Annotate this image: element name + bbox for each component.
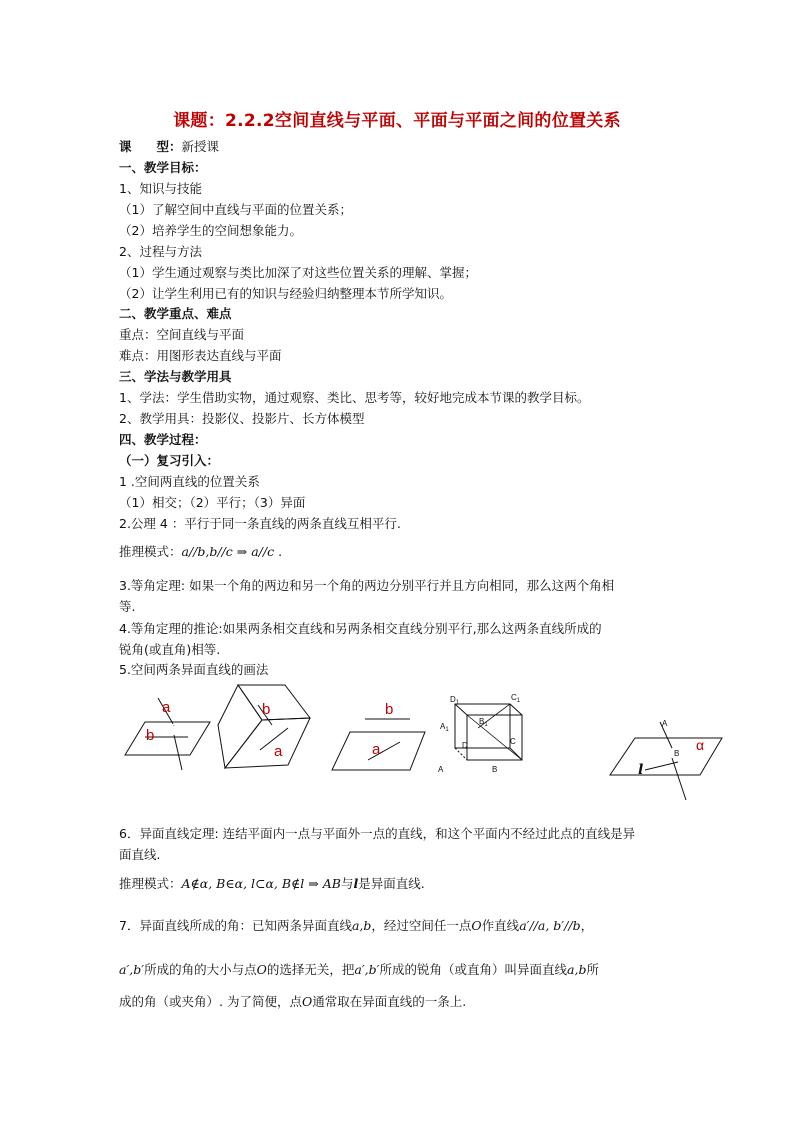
fig5-line-l [645,762,678,770]
point-1: 1 .空间两直线的位置关系 [119,474,260,489]
point-4-line-a: 4.等角定理的推论:如果两条相交直线和另两条相交直线分别平行,那么这两条直线所成的 [119,621,602,636]
fig1-line-a-hidden [172,722,174,726]
objective-1a: （1）了解空间中直线与平面的位置关系； [119,202,352,217]
method-2: 2、教学用具：投影仪、投影片、长方体模型 [119,411,365,426]
inference6-l: l [353,876,359,891]
difficult-point: 难点：用图形表达直线与平面 [119,348,282,363]
section-heading-key-points: 二、教学重点、难点 [119,306,232,321]
p7b-text-2: 的选择无关，把 [266,962,355,977]
fig5-label-b: B [674,749,680,758]
objective-1: 1、知识与技能 [119,181,202,196]
lesson-type-value: 新授课 [181,139,220,154]
fig2-plane-lower [225,718,310,768]
point-2-inference [119,544,282,560]
p7a-math-3: a′//a, b′//b [519,918,581,933]
p7b-text-4: 所 [586,962,599,977]
fig2-label-b: b [262,701,271,718]
lesson-type-label: 课 型： [119,139,182,154]
fig1-label-b: b [146,727,155,744]
fig5-label-alpha: α [696,737,705,753]
inference-end: . [274,544,283,559]
point-7-line-a [119,918,593,934]
subsection-review: （一）复习引入： [119,453,220,468]
inference6-mid: 与 [340,876,354,891]
cube-label-d1: $D_1$ [450,695,460,706]
skew-lines-figures [110,680,750,805]
p7a-text-2: ，经过空间任一点 [371,918,472,933]
section-heading-methods: 三、学法与教学用具 [119,369,232,384]
p7a-text-3: 作直线 [481,918,520,933]
fig1-label-a: a [162,699,171,716]
p7c-text-2: 通常取在异面直线的一条上. [312,994,467,1009]
inference-label: 推理模式： [119,544,182,559]
fig2-plane-left [218,685,262,768]
point-6-line-b: 面直线. [119,847,161,862]
inference6-label: 推理模式： [119,876,182,891]
objective-1b: （2）培养学生的空间想象能力。 [119,223,302,238]
cube-label-d: D [462,741,468,750]
fig5-plane-alpha [610,738,722,775]
inference6-formula: A∉α, B∈α, l⊂α, B∉l ⇒ AB [181,876,341,891]
fig5-label-a: A [662,719,668,728]
fig2-label-a: a [274,743,283,760]
point-2-axiom-4: 2.公理 4 ：平行于同一条直线的两条直线互相平行. [119,516,401,531]
fig5-line-lower [672,758,686,800]
method-1: 1、学法：学生借助实物，通过观察、类比、思考等，较好地完成本节课的教学目标。 [119,390,590,405]
p7b-math-4: a,b [567,962,587,977]
p7b-math-3: a′,b′ [354,962,380,977]
fig2-plane-upper [238,685,310,720]
cube-label-c: C [510,737,516,746]
p7a-math-1: a,b [351,918,372,933]
section-heading-process: 四、教学过程： [119,432,207,447]
inference6-end: 是异面直线. [358,876,425,891]
figures-svg [110,680,750,805]
p7a-math-2: O [471,918,482,933]
p7a-text-4: ， [580,918,594,933]
point-7-line-b [119,962,599,978]
point-7-line-c [119,994,466,1010]
p7a-text-1: 7．异面直线所成的角：已知两条异面直线 [119,918,352,933]
objective-2b: （2）让学生利用已有的知识与经验归纳整理本节所学知识。 [119,286,452,301]
point-5: 5.空间两条异面直线的画法 [119,662,269,677]
point-4-line-b: 锐角(或直角)相等. [119,642,221,657]
fig1-plane [125,722,210,755]
objective-2a: （1）学生通过观察与类比加深了对这些位置关系的理解、掌握； [119,265,477,280]
p7b-math-1: a′,b′ [119,962,145,977]
inference-formula: a//b,b//c ⇒ a//c [181,544,275,559]
fig5-label-l: l [638,762,644,778]
section-heading-objectives: 一、教学目标： [119,160,207,175]
cube-label-b1: $B_1$ [479,717,488,728]
lesson-type [119,139,219,155]
fig1-line-a-lower [174,735,182,770]
objective-2: 2、过程与方法 [119,244,202,259]
p7c-text-1: 成的角（或夹角）. 为了简便，点 [119,994,302,1009]
fig3-label-a: a [372,741,381,758]
p7b-text-1: 所成的角的大小与点 [144,962,257,977]
p7b-math-2: O [256,962,267,977]
cube-label-b: B [492,765,498,774]
p7c-math-1: O [301,994,313,1009]
p7b-text-3: 所成的锐角（或直角）叫异面直线 [379,962,568,977]
key-point: 重点：空间直线与平面 [119,327,245,342]
cube-label-a1: $A_1$ [440,722,449,733]
point-3-line-a: 3.等角定理: 如果一个角的两边和另一个角的两边分别平行并且方向相同，那么这两个角相 [119,578,615,593]
page-title: 课题：2.2.2空间直线与平面、平面与平面之间的位置关系 [173,111,621,131]
point-6-line-a: 6．异面直线定理: 连结平面内一点与平面外一点的直线，和这个平面内不经过此点的直线是异 [119,826,636,841]
point-3-line-b: 等. [119,599,136,614]
cube-label-a: A [438,765,444,774]
point-6-inference [119,876,425,892]
point-1a: （1）相交；（2）平行；（3）异面 [119,495,306,510]
fig3-label-b: b [385,701,394,718]
cube-label-c1: $C_1$ [511,693,521,704]
